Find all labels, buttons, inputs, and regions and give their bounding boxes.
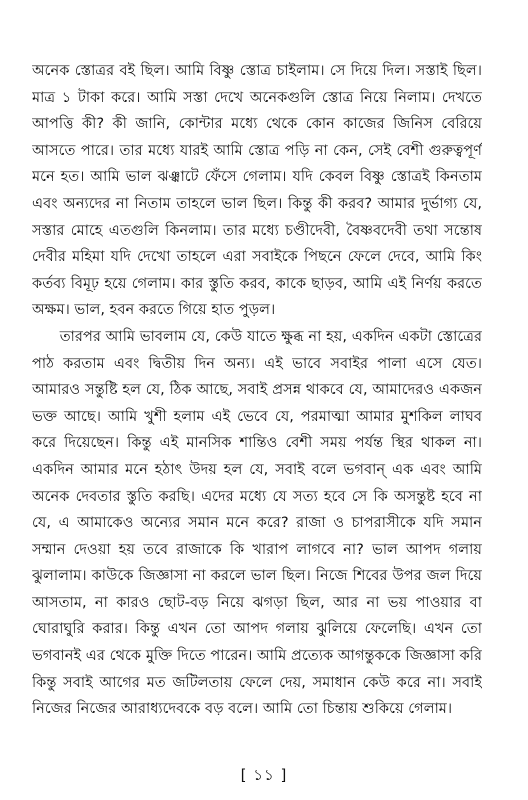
- paragraph-2: তারপর আমি ভাবলাম যে, কেউ যাতে ক্ষুব্ধ না হয়, একদিন একটা স্তোত্রের পাঠ করতাম এবং দ্বিতীয় দিন অন্য। এই ভাবে সবাইর পালা এসে যেত। আমারও সন্তুষ্টি হল যে, ঠিক আছে, সবাই প্রসন্ন থাকবে যে, আমাদেরও একজন ভক্ত আছে। আমি খুশী হলাম এই ভেবে যে, পরমাত্মা আমার মুশকিল লাঘব করে দিয়েছেন। কিন্তু এই মানসিক শান্তিও বেশী সময় পর্যন্ত স্থির থাকল না। একদিন আমার মনে হঠাৎ উদয় হল যে, সবাই বলে ভগবান্ এক এবং আমি অনেক দেবতার স্তুতি করছি। এদের মধ্যে যে সত্য হবে সে কি অসন্তুষ্ট হবে না যে, এ আমাকেও অন্যের সমান মনে করে? রাজা ও চাপরাসীকে যদি সমান সম্মান দেওয়া হয় তবে রাজাকে কি খারাপ লাগবে না? ভাল আপদ গলায় ঝুলালাম। কাউকে জিজ্ঞাসা না করলে ভাল ছিল। নিজে শিবের উপর জল দিয়ে আসতাম, না কারও ছোট-বড় নিয়ে ঝগড়া ছিল, আর না ভয় পাওয়ার বা ঘোরাঘুরি করার। কিন্তু এখন তো আপদ গলায় ঝুলিয়ে ফেলেছি। এখন তো ভগবানই এর থেকে মুক্তি দিতে পারেন। আমি প্রত্যেক আগন্তুককে জিজ্ঞাসা করি কিন্তু সবাই আগের মত জটিলতায় ফেলে দেয়, সমাধান কেউ করে না। সবাই নিজের নিজের আরাধ্যদেবকে বড় বলে। আমি তো চিন্তায় শুকিয়ে গেলাম।: [32, 327, 482, 718]
- body-text: [32, 58, 482, 748]
- page-number: [ ১১ ]: [240, 766, 288, 784]
- paragraph-1: অনেক স্তোত্রর বই ছিল। আমি বিষ্ণু স্তোত্র চাইলাম। সে দিয়ে দিল। সস্তাই ছিল। মাত্র ১ টাকা করে। আমি সস্তা দেখে অনেকগুলি স্তোত্র নিয়ে নিলাম। দেখতে আপত্তি কী? কী জানি, কোন্টার মধ্যে থেকে কোন কাজের জিনিস বেরিয়ে আসতে পারে। তার মধ্যে যারই আমি স্তোত্র পড়ি না কেন, সেই বেশী গুরুত্বপূর্ণ মনে হত। আমি ভাল ঝঞ্ঝাটে ফেঁসে গেলাম। যদি কেবল বিষ্ণু স্তোত্রই কিনতাম এবং অন্যদের না নিতাম তাহলে ভাল ছিল। কিন্তু কী করব? আমার দুর্ভাগ্য যে, সস্তার মোহে এতগুলি কিনলাম। তার মধ্যে চণ্ডীদেবী, বৈষ্ণবদেবী তথা সন্তোষ দেবীর মহিমা যদি দেখো তাহলে এরা সবাইকে পিছনে ফেলে দেবে, আমি কিং কর্তব্য বিমূঢ় হয়ে গেলাম। কার স্তুতি করব, কাকে ছাড়ব, আমি এই নির্ণয় করতে অক্ষম। ভাল, হবন করতে গিয়ে হাত পুড়ল।: [32, 62, 482, 319]
